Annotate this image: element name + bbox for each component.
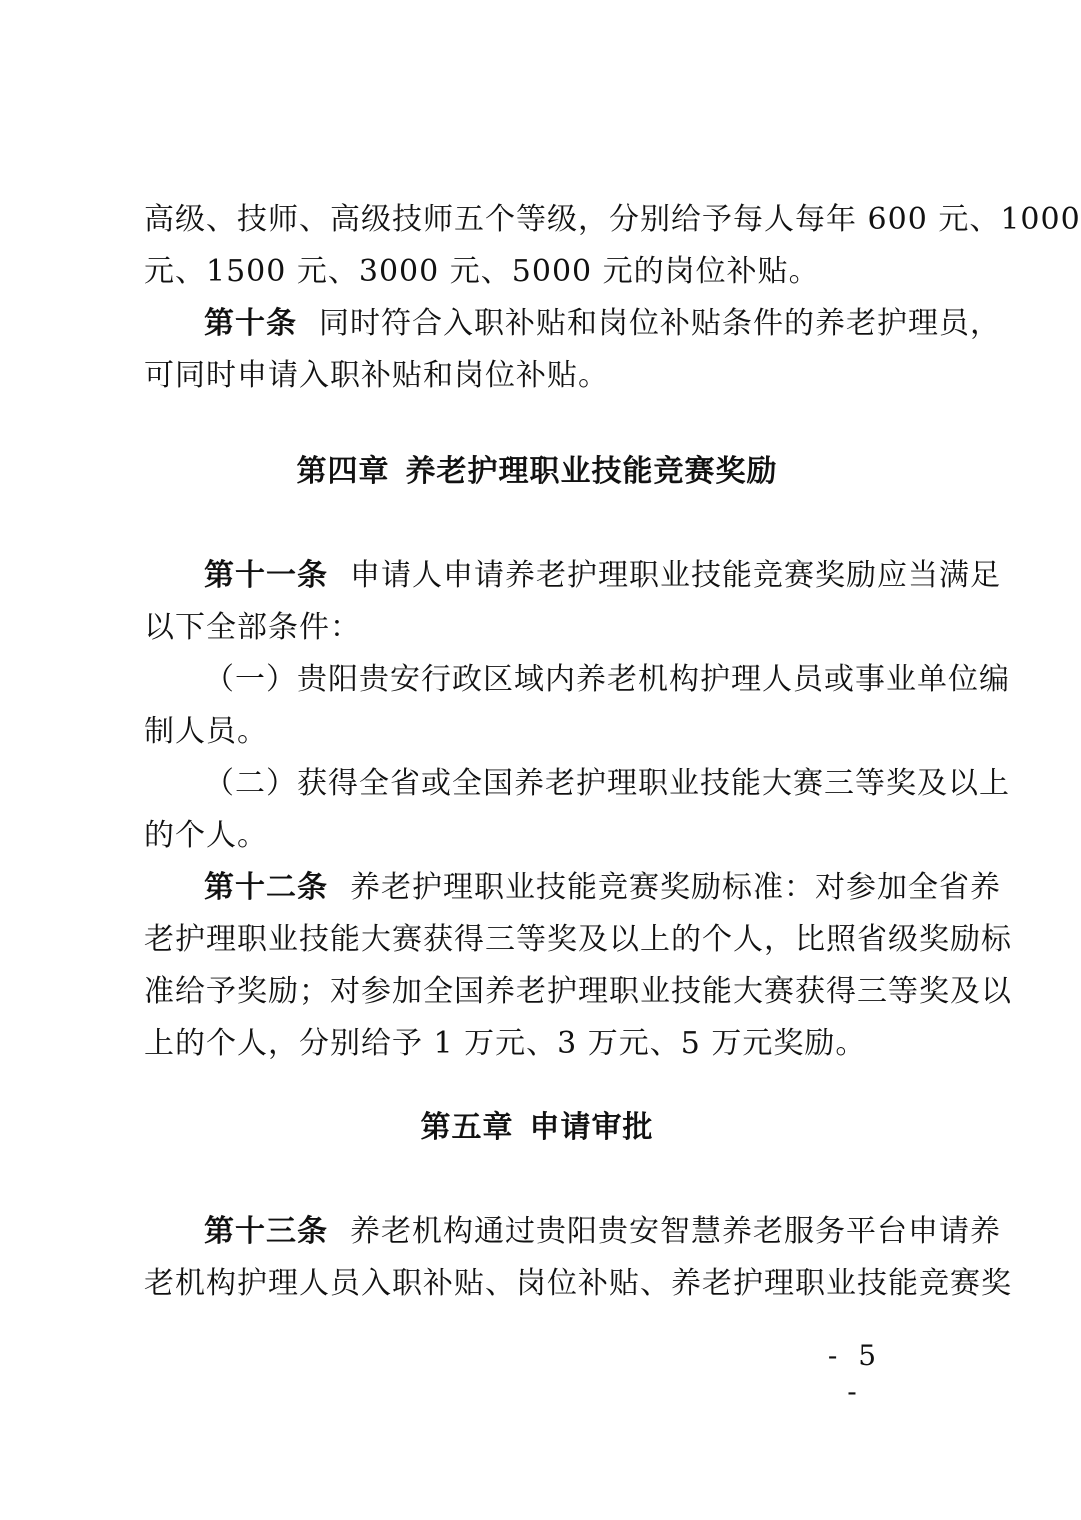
article-13-text: 养老机构通过贵阳贵安智慧养老服务平台申请养 bbox=[350, 1214, 1001, 1249]
chapter-number: 第四章 bbox=[296, 454, 390, 489]
paragraph-line: 元、1500 元、3000 元、5000 元的岗位补贴。 bbox=[144, 254, 820, 289]
article-10-text: 同时符合入职补贴和岗位补贴条件的养老护理员， bbox=[319, 306, 1001, 341]
paragraph-line: 制人员。 bbox=[144, 714, 268, 749]
paragraph-line: 老护理职业技能大赛获得三等奖及以上的个人，比照省级奖励标 bbox=[144, 922, 1012, 957]
paragraph-line: 准给予奖励；对参加全国养老护理职业技能大赛获得三等奖及以 bbox=[144, 974, 1012, 1009]
chapter-number: 第五章 bbox=[420, 1110, 514, 1145]
condition-2-line: （二）获得全省或全国养老护理职业技能大赛三等奖及以上 bbox=[204, 766, 1010, 801]
article-12-text: 养老护理职业技能竞赛奖励标准：对参加全省养 bbox=[350, 870, 1001, 905]
paragraph-line: 以下全部条件： bbox=[144, 610, 361, 645]
chapter-4-heading bbox=[0, 452, 1074, 492]
article-11-line bbox=[204, 556, 1001, 596]
article-10-label: 第十条 bbox=[204, 306, 297, 341]
paragraph-line: 的个人。 bbox=[144, 818, 268, 853]
article-10-line bbox=[204, 304, 1001, 344]
chapter-title: 养老护理职业技能竞赛奖励 bbox=[405, 454, 778, 489]
paragraph-line: 老机构护理人员入职补贴、岗位补贴、养老护理职业技能竞赛奖 bbox=[144, 1266, 1012, 1301]
page-number: - 5 - bbox=[827, 1339, 883, 1408]
chapter-title: 申请审批 bbox=[529, 1110, 654, 1145]
article-12-label: 第十二条 bbox=[204, 870, 328, 905]
paragraph-line: 高级、技师、高级技师五个等级，分别给予每人每年 600 元、1000 bbox=[144, 202, 1081, 237]
paragraph-line: 上的个人，分别给予 1 万元、3 万元、5 万元奖励。 bbox=[144, 1026, 867, 1061]
condition-1-line: （一）贵阳贵安行政区域内养老机构护理人员或事业单位编 bbox=[204, 662, 1010, 697]
article-13-label: 第十三条 bbox=[204, 1214, 328, 1249]
article-11-label: 第十一条 bbox=[204, 558, 328, 593]
article-12-line bbox=[204, 868, 1001, 908]
article-11-text: 申请人申请养老护理职业技能竞赛奖励应当满足 bbox=[350, 558, 1001, 593]
article-13-line bbox=[204, 1212, 1001, 1252]
chapter-5-heading bbox=[0, 1108, 1074, 1148]
paragraph-line: 可同时申请入职补贴和岗位补贴。 bbox=[144, 358, 609, 393]
